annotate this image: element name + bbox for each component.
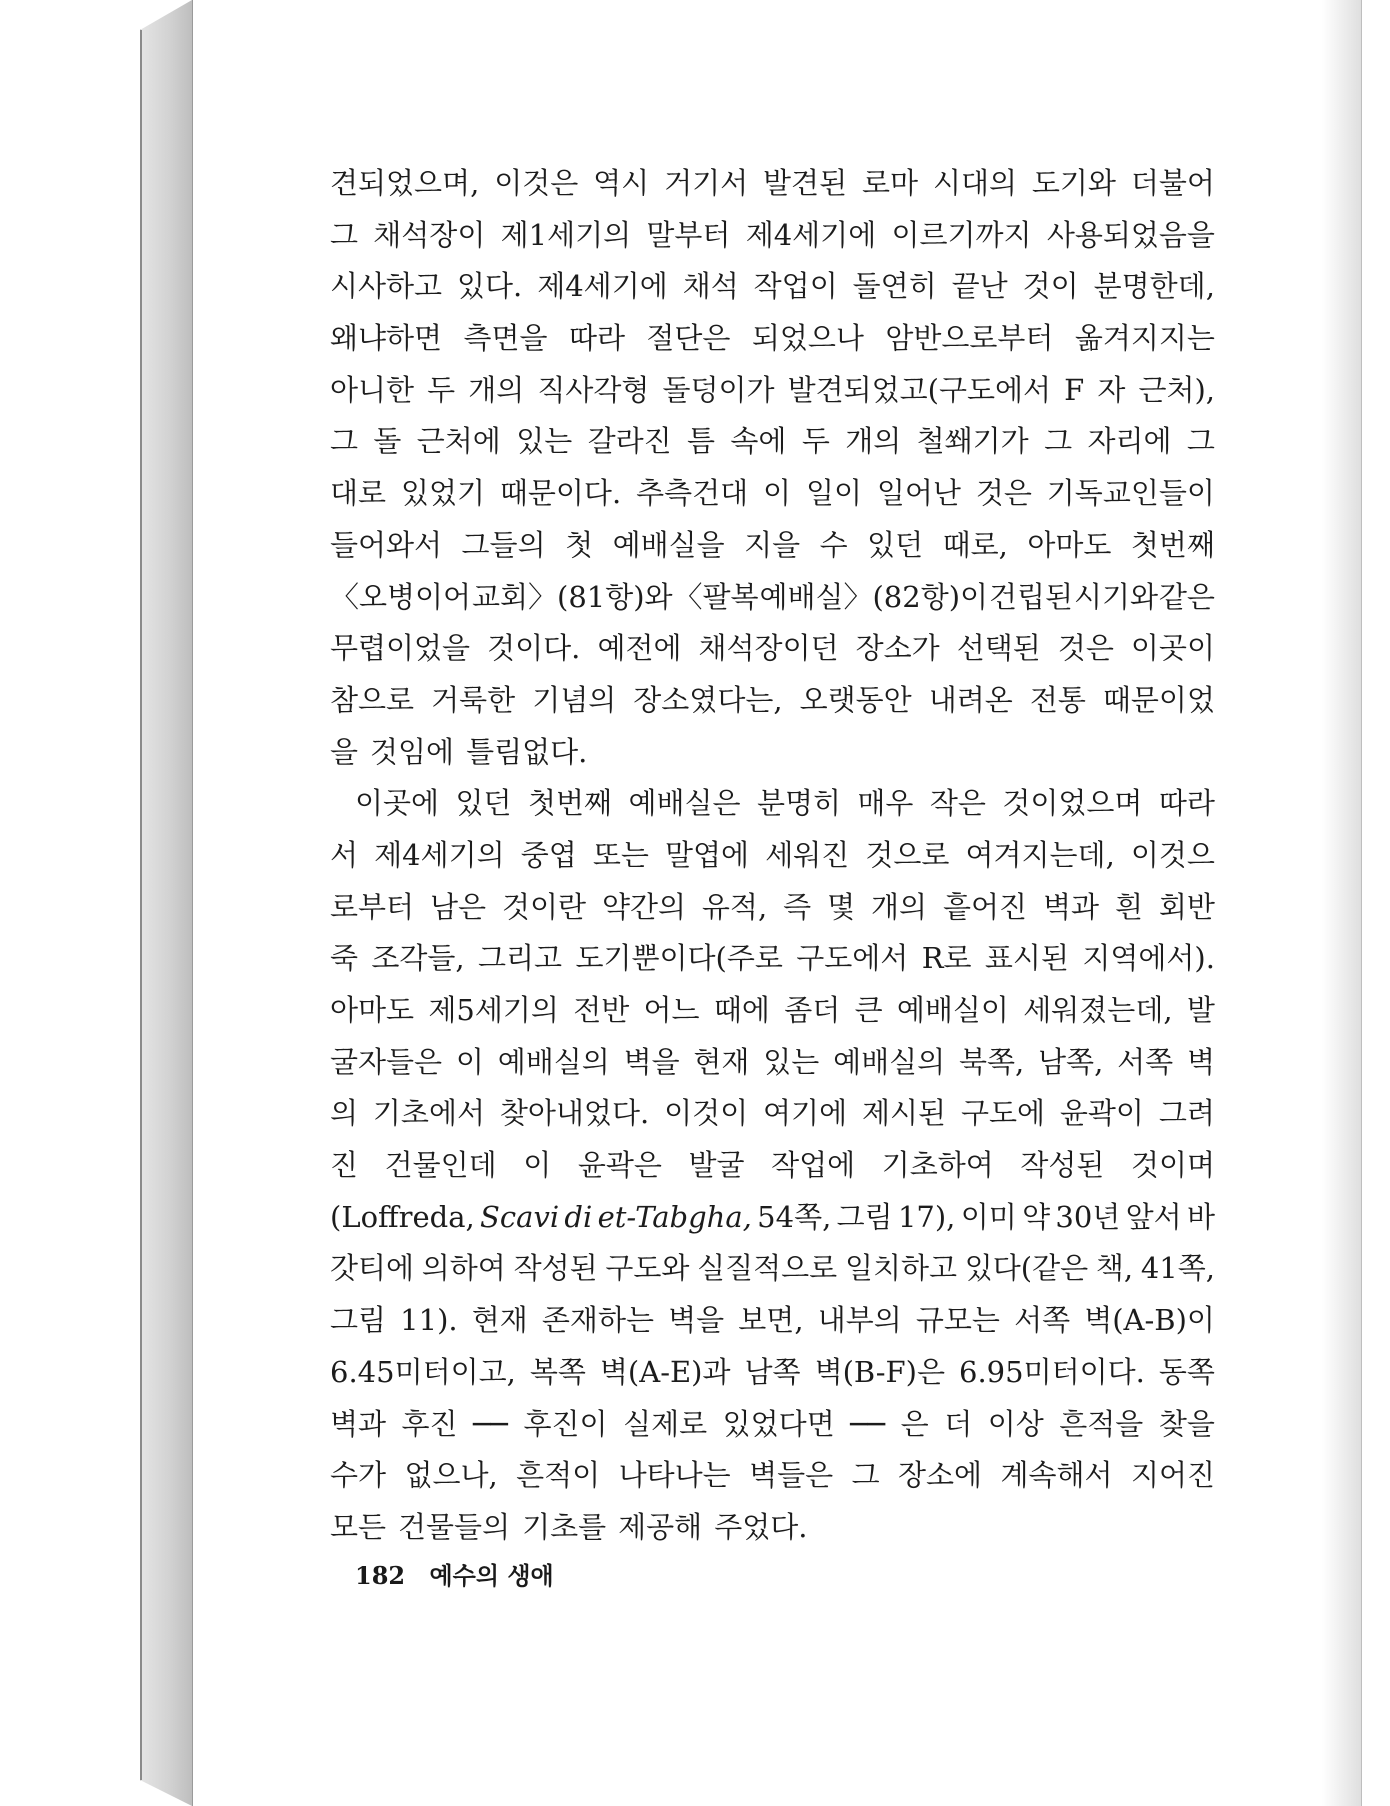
word: 서	[330, 837, 359, 872]
word: 두	[801, 424, 830, 459]
word: 그	[1044, 424, 1073, 459]
word: 있다.	[457, 269, 523, 304]
text-line	[330, 1399, 1215, 1451]
word: 무렵이었을	[330, 631, 471, 666]
word: 계속해서	[1000, 1458, 1113, 1493]
word: 예전에	[597, 631, 682, 666]
text-line	[330, 933, 1215, 985]
word: 중엽	[520, 837, 577, 872]
word: 회반	[1158, 889, 1215, 924]
word: 흰	[1114, 889, 1143, 924]
word: 일어난	[876, 476, 961, 511]
word: 흔적이	[516, 1458, 601, 1493]
word: 때문이었	[1102, 682, 1215, 717]
word: 남쪽,	[1038, 1044, 1104, 1079]
word: 41쪽,	[1140, 1251, 1215, 1286]
word: 건립된	[988, 579, 1074, 614]
word: 첫	[565, 527, 594, 562]
word: 예배실을	[612, 527, 725, 562]
word: 구도에	[960, 1096, 1045, 1131]
word: 여기에	[763, 1096, 848, 1131]
word: 첫번째	[1130, 527, 1215, 562]
word: 존재하는	[541, 1303, 654, 1338]
word: 내려온	[928, 682, 1013, 717]
word: 도기뿐이다(주로	[575, 941, 783, 976]
word: 발굴	[688, 1148, 745, 1183]
word: 기초에서	[372, 1096, 485, 1131]
word: 자리에	[1087, 424, 1172, 459]
word: 좀더	[784, 993, 841, 1027]
word: 제1세기의	[500, 217, 632, 252]
word: 〈팔복	[673, 579, 759, 614]
word: 들어와서	[330, 527, 443, 562]
word: 보면,	[738, 1303, 804, 1338]
word: 때에	[713, 993, 770, 1027]
word: 따라	[1158, 786, 1215, 821]
word: 책,	[1095, 1251, 1134, 1286]
word: 건물들의	[398, 1509, 511, 1544]
word: 벽	[1186, 1044, 1215, 1079]
word: 때로,	[942, 527, 1008, 562]
word: 의	[330, 1096, 359, 1131]
word: 표시된	[984, 941, 1069, 976]
word: 죽	[330, 941, 359, 976]
word: 찾아내었다.	[499, 1096, 650, 1131]
word: 옮겨지지는	[1074, 321, 1215, 356]
word: 또는	[592, 837, 649, 872]
word: 교회〉(81항)와	[471, 579, 673, 614]
word: 오랫동안	[799, 682, 912, 717]
text-line	[330, 1502, 1215, 1554]
word: 끝난	[951, 269, 1008, 304]
word: 54쪽,	[757, 1199, 832, 1234]
paragraph	[330, 778, 1215, 1553]
text-line	[330, 675, 1215, 727]
word: 그림	[836, 1199, 893, 1234]
word: 왜냐하면	[330, 321, 443, 356]
word: (Loffreda,	[330, 1199, 475, 1234]
word: 나타나는	[618, 1458, 731, 1493]
word: 을	[330, 734, 359, 769]
word: 근처에	[416, 424, 501, 459]
word: 개의	[468, 372, 525, 407]
page-edge-shadow	[1322, 0, 1362, 1806]
word: 흩어진	[942, 889, 1028, 924]
word: 여겨지는데,	[965, 837, 1115, 872]
word: 아마도	[1027, 527, 1112, 562]
word: 그	[1186, 424, 1215, 459]
word: 예배실의	[833, 1044, 946, 1079]
word: 벽과	[1042, 889, 1099, 924]
word: 은	[900, 1406, 929, 1441]
word: 자	[1097, 372, 1126, 407]
word: 있었다면	[722, 1406, 835, 1441]
word: 이것은	[494, 166, 579, 200]
word: 벽들은	[749, 1458, 834, 1493]
word: 흔적을	[1059, 1406, 1144, 1441]
text-line	[330, 1243, 1215, 1295]
word: 견되었으며,	[330, 166, 480, 200]
word: 구도와	[605, 1251, 690, 1286]
word: 이것이	[664, 1096, 749, 1131]
word: 발견된	[763, 166, 848, 200]
text-line	[330, 985, 1215, 1037]
word: 그	[851, 1458, 880, 1493]
word: 모든	[330, 1509, 387, 1544]
word: 이르기까지	[891, 217, 1032, 252]
word: 앞서	[1125, 1199, 1182, 1234]
word: 11).	[400, 1303, 458, 1338]
text-line	[330, 830, 1215, 882]
text-line	[330, 365, 1215, 417]
word: 이곳에	[355, 786, 440, 821]
word: 대로	[330, 476, 387, 511]
word: 것이란	[501, 889, 586, 924]
word: 갓티에	[330, 1251, 415, 1286]
word: 후진	[401, 1406, 458, 1441]
word: 〈오병이어	[330, 579, 472, 614]
word: 암반으로부터	[885, 321, 1054, 356]
word: 더	[944, 1406, 973, 1441]
word: 이것으	[1130, 837, 1215, 872]
text-line	[330, 727, 1215, 779]
word: 동쪽	[1158, 1354, 1215, 1389]
text-line	[330, 1450, 1215, 1502]
word: 지역에서).	[1082, 941, 1215, 976]
text-line	[330, 1037, 1215, 1089]
word: 개의	[845, 424, 902, 459]
word: 약	[1022, 1199, 1051, 1234]
word: 아니한	[330, 372, 415, 407]
word: 도기와	[1031, 166, 1116, 200]
word: 조각들,	[371, 941, 465, 976]
word: 절단은	[646, 321, 731, 356]
word: 30년	[1055, 1199, 1121, 1234]
text-line	[330, 1192, 1215, 1244]
text-line	[330, 158, 1215, 210]
word: 시대의	[932, 166, 1017, 200]
word: 근처),	[1138, 372, 1215, 407]
word: 이곳이	[1130, 631, 1215, 666]
word: 제4세기의	[374, 837, 505, 872]
word: 지을	[744, 527, 801, 562]
word: 진	[330, 1148, 359, 1183]
book-spine	[140, 0, 193, 1806]
text-line	[330, 1295, 1215, 1347]
word: 이	[523, 1148, 552, 1183]
word: 실질적으로	[697, 1251, 838, 1286]
word: 틈	[687, 424, 716, 459]
word: 기념의	[532, 682, 617, 717]
word: 틀림없다.	[466, 734, 588, 769]
word: 개의	[871, 889, 928, 924]
word: 내부의	[817, 1303, 902, 1338]
word: R로	[921, 941, 972, 976]
word: 작업이	[753, 269, 838, 304]
word: 전통	[1029, 682, 1086, 717]
word: 측면을	[463, 321, 548, 356]
word: 발	[1186, 993, 1215, 1027]
word: 때문이다.	[499, 476, 622, 511]
word: 서쪽	[1014, 1303, 1071, 1338]
text-line	[330, 623, 1215, 675]
word: 6.95미터이다.	[959, 1354, 1145, 1389]
word: 것이었으며	[1002, 786, 1143, 821]
word: 그리고	[478, 941, 563, 976]
text-line	[330, 210, 1215, 262]
word: Scavi	[480, 1199, 560, 1234]
word: 시사하고	[330, 269, 443, 304]
word: 일치하고	[844, 1251, 957, 1286]
word: 있던	[867, 527, 924, 562]
word: 있던	[455, 786, 512, 821]
word: 제4세기에	[537, 269, 668, 304]
word: 속에	[730, 424, 787, 459]
word: 주었다.	[714, 1509, 808, 1544]
word: 작성된	[1020, 1148, 1105, 1183]
body-text	[330, 158, 1215, 1554]
text-line	[330, 1140, 1215, 1192]
word: 로마	[862, 166, 919, 200]
text-line	[330, 468, 1215, 520]
word: 사용되었음을	[1046, 217, 1215, 252]
word: 제5세기의	[428, 993, 559, 1027]
word: 말엽에	[665, 837, 750, 872]
text-line	[330, 1088, 1215, 1140]
word: 작업에	[771, 1148, 856, 1183]
word: 말부터	[646, 217, 731, 252]
word: 채석장이던	[698, 631, 839, 666]
word: 이미	[960, 1199, 1017, 1234]
word: 윤곽이	[1059, 1096, 1144, 1131]
text-line	[330, 416, 1215, 468]
word: 추측건대	[636, 476, 749, 511]
word: 일이	[805, 476, 862, 511]
word: 철쐐기가	[916, 424, 1029, 459]
word: 있었기	[400, 476, 485, 511]
word: 지어진	[1130, 1458, 1215, 1493]
word: 어느	[643, 993, 700, 1027]
word: 벽(B-F)은	[814, 1354, 945, 1389]
word: 채석	[682, 269, 739, 304]
word: 것이	[1022, 269, 1079, 304]
word: 시기와	[1073, 579, 1158, 614]
word: 17),	[897, 1199, 956, 1234]
word: 로부터	[330, 889, 415, 924]
word: 벽을	[623, 1044, 680, 1079]
word: 것은	[975, 476, 1032, 511]
word: 제시된	[862, 1096, 947, 1131]
text-line	[330, 261, 1215, 313]
word: ──	[473, 1406, 509, 1441]
word: 이	[455, 1044, 484, 1079]
word: 윤곽은	[577, 1148, 662, 1183]
word: 있다(같은	[964, 1251, 1089, 1286]
word: 굴자들은	[330, 1044, 443, 1079]
page-number: 182	[355, 1561, 406, 1590]
word: 역시	[593, 166, 650, 200]
word: 분명한데,	[1093, 269, 1215, 304]
word: 제4세기에	[745, 217, 877, 252]
word: 복쪽	[529, 1354, 586, 1389]
text-line	[330, 313, 1215, 365]
word: 벽과	[330, 1406, 387, 1441]
word: 돌덩이가	[662, 372, 775, 407]
word: 첫번째	[527, 786, 612, 821]
word: 아마도	[330, 993, 415, 1027]
word: 바	[1186, 1199, 1215, 1234]
word: 그	[330, 424, 359, 459]
word: 예배실의	[497, 1044, 610, 1079]
word: 따라	[568, 321, 625, 356]
word: 더불어	[1130, 166, 1215, 200]
word: 예배실이	[896, 993, 1009, 1027]
word: 큰	[854, 993, 883, 1027]
word: 장소였다는,	[633, 682, 783, 717]
word: 매우	[857, 786, 914, 821]
word: 제공해	[618, 1509, 703, 1544]
word: 채석장이	[373, 217, 486, 252]
word: 작은	[929, 786, 986, 821]
word: 그림	[330, 1303, 387, 1338]
word: 예배실〉(82항)이	[759, 579, 989, 614]
word: 건물인데	[384, 1148, 497, 1183]
word: 즉	[783, 889, 812, 924]
word: F	[1064, 372, 1085, 407]
word: 거룩한	[431, 682, 516, 717]
word: 벽(A-E)과	[599, 1354, 731, 1389]
word: 분명히	[756, 786, 841, 821]
word: 현재	[471, 1303, 528, 1338]
word: 것은	[1057, 631, 1114, 666]
word: ──	[850, 1406, 886, 1441]
word: 장소에	[898, 1458, 983, 1493]
word: 유적,	[701, 889, 768, 924]
word: 규모는	[915, 1303, 1000, 1338]
word: 두	[427, 372, 456, 407]
word: 세워진	[765, 837, 850, 872]
word: 이상	[987, 1406, 1044, 1441]
word: 돌연히	[852, 269, 937, 304]
word: 그들의	[461, 527, 546, 562]
word: 것이다.	[487, 631, 581, 666]
word: 발견되었고(구도에서	[787, 372, 1052, 407]
word: 이	[763, 476, 792, 511]
word: 전반	[573, 993, 630, 1027]
word: di	[564, 1199, 593, 1234]
word: 남쪽	[744, 1354, 801, 1389]
word: 기초를	[522, 1509, 607, 1544]
running-title: 예수의 생애	[429, 1561, 554, 1590]
text-line	[330, 1347, 1215, 1399]
text-line	[330, 520, 1215, 572]
word: et-Tabgha,	[597, 1199, 752, 1234]
text-line	[330, 778, 1215, 830]
word: 세워졌는데,	[1023, 993, 1173, 1027]
word: 수가	[330, 1458, 387, 1493]
word: 직사각형	[537, 372, 650, 407]
word: 기초하여	[881, 1148, 994, 1183]
spine-edge	[140, 30, 142, 1780]
word: 것으로	[865, 837, 950, 872]
word: 것임에	[370, 734, 455, 769]
word: 있는	[763, 1044, 820, 1079]
word: 구도에서	[796, 941, 909, 976]
text-line	[330, 882, 1215, 934]
paragraph	[330, 158, 1215, 778]
word: 것이며	[1130, 1148, 1215, 1183]
word: 북쪽,	[958, 1044, 1025, 1079]
page-footer	[355, 1556, 554, 1591]
word: 있는	[516, 424, 573, 459]
word: 선택된	[956, 631, 1041, 666]
text-line	[330, 572, 1215, 624]
word: 갈라진	[587, 424, 672, 459]
word: 남은	[429, 889, 487, 924]
word: 실제로	[623, 1406, 708, 1441]
word: 의하여	[421, 1251, 506, 1286]
word: 현재	[693, 1044, 750, 1079]
word: 같은	[1158, 579, 1215, 614]
word: 몇	[827, 889, 856, 924]
word: 찾을	[1158, 1406, 1215, 1441]
word: 약간의	[601, 889, 686, 924]
word: 참으로	[330, 682, 415, 717]
word: 수	[819, 527, 848, 562]
word: 작성된	[513, 1251, 598, 1286]
word: 후진이	[523, 1406, 608, 1441]
word: 예배실은	[628, 786, 741, 821]
word: 없으나,	[404, 1458, 498, 1493]
word: 벽을	[668, 1303, 725, 1338]
word: 그	[330, 217, 359, 252]
word: 서쪽	[1117, 1044, 1174, 1079]
word: 6.45미터이고,	[330, 1354, 516, 1389]
word: 장소가	[855, 631, 940, 666]
word: 거기서	[664, 166, 749, 200]
word: 그려	[1158, 1096, 1215, 1131]
word: 돌	[373, 424, 402, 459]
word: 벽(A-B)이	[1084, 1303, 1215, 1338]
word: 되었으나	[751, 321, 864, 356]
word: 기독교인들이	[1046, 476, 1215, 511]
